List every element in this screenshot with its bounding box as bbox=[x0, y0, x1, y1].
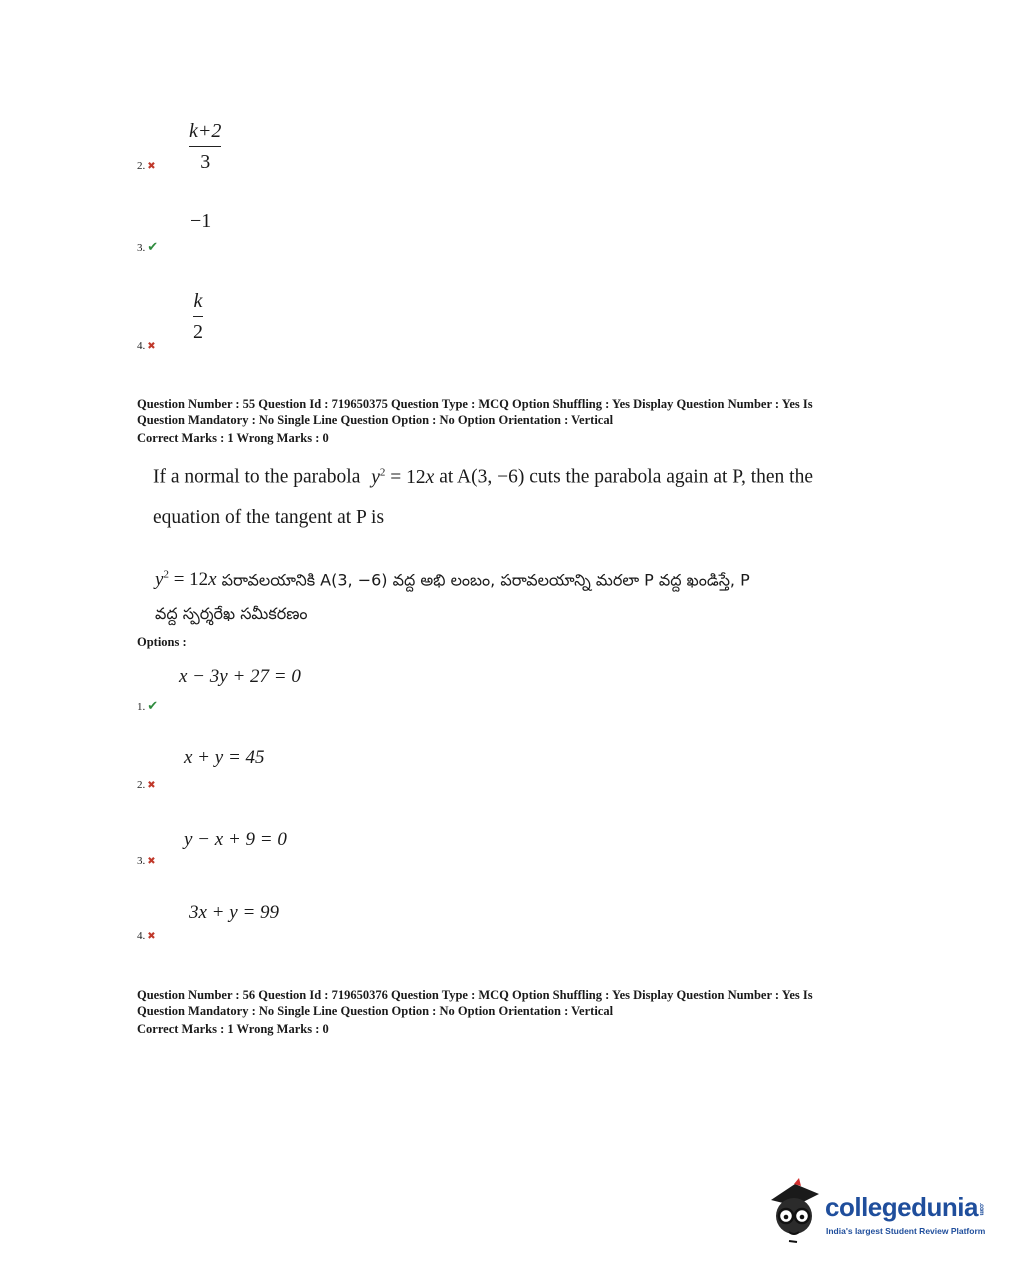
prev-option-3 bbox=[137, 208, 337, 258]
fraction bbox=[193, 290, 203, 344]
q55-english-line2: equation of the tangent at P is bbox=[153, 506, 385, 528]
q55-option-3 bbox=[137, 827, 437, 877]
option-number bbox=[137, 855, 156, 867]
option-number bbox=[137, 240, 158, 255]
option-number bbox=[137, 779, 156, 791]
wrong-icon: ✖ bbox=[147, 856, 156, 867]
denominator: 2 bbox=[193, 321, 203, 343]
q56-marks: Correct Marks : 1 Wrong Marks : 0 bbox=[137, 1022, 329, 1036]
text-segment: If a normal to the parabola bbox=[153, 466, 361, 488]
option-text: y − x + 9 = 0 bbox=[184, 829, 287, 850]
fraction-bar bbox=[193, 316, 203, 317]
option-number-label: 2. bbox=[137, 779, 146, 791]
option-text: x + y = 45 bbox=[184, 747, 265, 768]
text-segment: పరావలయానికి A(3, −6) వద్ద అభి లంబం, పరావలయాన్ని మరలా P వద్ద ఖండిస్తే, P bbox=[216, 570, 750, 590]
option-number bbox=[137, 160, 156, 172]
q56-meta bbox=[137, 987, 897, 1037]
denominator: 3 bbox=[200, 151, 211, 173]
option-number bbox=[137, 930, 156, 942]
var-y: y bbox=[371, 466, 380, 488]
wrong-icon: ✖ bbox=[147, 931, 156, 942]
check-icon: ✔ bbox=[147, 699, 159, 714]
numerator: k+2 bbox=[189, 120, 222, 142]
q55-telugu-text bbox=[155, 558, 885, 631]
option-value: −1 bbox=[190, 210, 212, 232]
wrong-icon: ✖ bbox=[147, 341, 156, 352]
option-text: x − 3y + 27 = 0 bbox=[179, 666, 301, 687]
check-icon: ✔ bbox=[147, 240, 159, 255]
option-number-label: 3. bbox=[137, 242, 146, 254]
brand-name bbox=[825, 1192, 984, 1223]
q55-meta-line2: Question Mandatory : No Single Line Question Option : No Option Orientation : Vertical bbox=[137, 413, 614, 427]
prev-option-4 bbox=[137, 290, 337, 360]
exponent: 2 bbox=[163, 569, 169, 581]
q56-meta-line1: Question Number : 56 Question Id : 719650376 Question Type : MCQ Option Shuffling : Yes Display Question Number : Yes Is bbox=[137, 988, 813, 1002]
fraction bbox=[189, 120, 221, 174]
q55-marks: Correct Marks : 1 Wrong Marks : 0 bbox=[137, 431, 329, 445]
option-number-label: 4. bbox=[137, 930, 146, 942]
text-segment: at A(3, −6) cuts the parabola again at P, then the bbox=[434, 466, 813, 488]
var-x: x bbox=[425, 466, 435, 488]
brand-tagline: India's largest Student Review Platform bbox=[826, 1226, 986, 1236]
q55-telugu-line1 bbox=[155, 558, 885, 597]
wrong-icon: ✖ bbox=[147, 780, 156, 791]
options-label: Options : bbox=[137, 635, 187, 649]
option-number-label: 1. bbox=[137, 701, 146, 713]
q55-meta bbox=[137, 396, 897, 446]
equation bbox=[155, 569, 217, 590]
option-number-label: 2. bbox=[137, 160, 146, 172]
mascot-icon bbox=[765, 1178, 823, 1244]
numerator: k bbox=[193, 290, 203, 312]
eq-rest: = 12 bbox=[168, 569, 209, 591]
q55-option-2 bbox=[137, 745, 437, 795]
brand-name-text: collegedunia bbox=[825, 1192, 978, 1222]
brand-suffix: .com bbox=[977, 1203, 984, 1216]
option-text: 3x + y = 99 bbox=[189, 902, 280, 923]
eq-rest: = 12 bbox=[385, 466, 426, 488]
fraction-bar bbox=[189, 146, 221, 147]
option-number bbox=[137, 699, 158, 714]
prev-option-2 bbox=[137, 120, 337, 180]
q55-english-line1 bbox=[153, 452, 883, 498]
exponent: 2 bbox=[379, 466, 386, 478]
var-y: y bbox=[155, 569, 164, 591]
option-number bbox=[137, 340, 156, 352]
q56-meta-line2: Question Mandatory : No Single Line Question Option : No Option Orientation : Vertical bbox=[137, 1004, 614, 1018]
q55-meta-line1: Question Number : 55 Question Id : 719650375 Question Type : MCQ Option Shuffling : Yes Display Question Number : Yes Is bbox=[137, 397, 813, 411]
brand-logo bbox=[765, 1178, 995, 1248]
option-number-label: 3. bbox=[137, 855, 146, 867]
equation bbox=[371, 467, 434, 488]
q55-telugu-line2: వద్ద స్పర్శరేఖ సమీకరణం bbox=[155, 604, 308, 624]
q55-option-1 bbox=[137, 664, 437, 714]
option-number-label: 4. bbox=[137, 340, 146, 352]
q55-english-text bbox=[153, 452, 883, 538]
wrong-icon: ✖ bbox=[147, 161, 156, 172]
var-x: x bbox=[208, 569, 217, 591]
q55-option-4 bbox=[137, 900, 437, 950]
